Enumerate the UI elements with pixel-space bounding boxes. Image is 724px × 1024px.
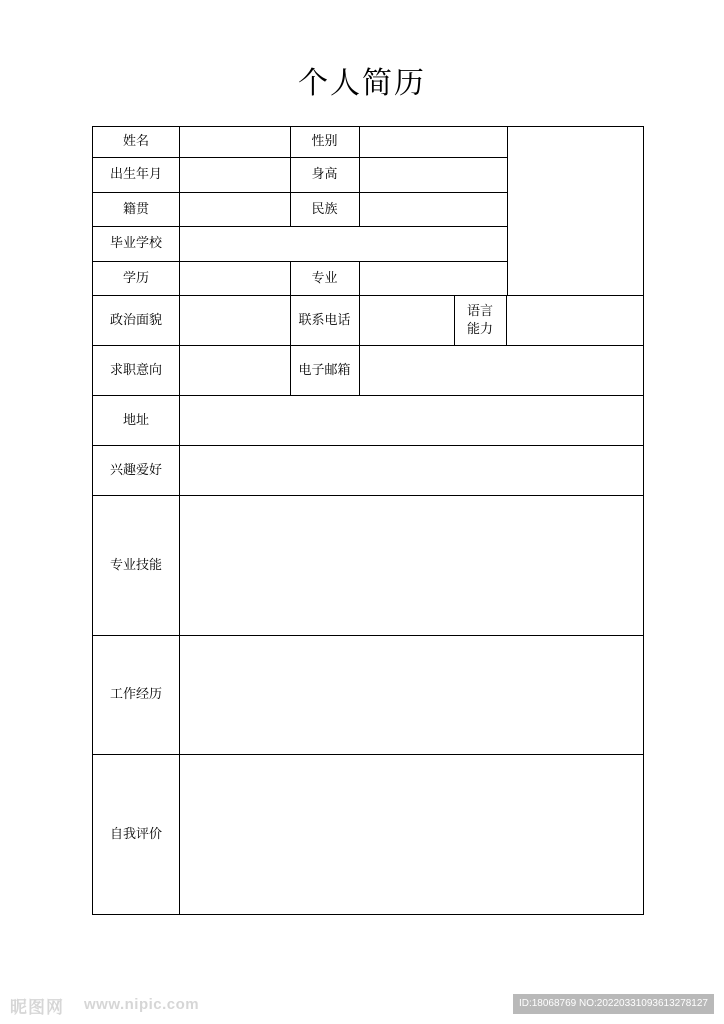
gender-label: 性别 [311,134,338,149]
major-label: 专业 [311,270,338,286]
political-label: 政治面貌 [109,312,162,328]
watermark-id: ID:18068769 NO:20220331093613278127 [513,994,714,1014]
birth-label: 出生年月 [109,167,162,182]
self-eval-label: 自我评价 [109,826,162,842]
photo-cell [508,127,643,295]
skills-label: 专业技能 [109,557,162,573]
skills-value-cell [180,496,643,635]
watermark-logo: 昵图网 [10,998,64,1018]
watermark-site: www.nipic.com [84,996,200,1013]
language-label [454,296,506,345]
school-value-cell [180,227,507,261]
work-value-cell [180,636,643,754]
address-label: 地址 [122,412,149,428]
name-value-cell [180,127,290,157]
phone-label: 联系电话 [298,312,351,328]
email-label: 电子邮箱 [298,362,351,378]
education-label: 学历 [122,270,149,286]
self-eval-value-cell [180,755,643,914]
language-label-line2: 能力 [466,321,493,337]
watermark-footer [0,985,724,1024]
language-label-line1: 语言 [466,303,493,319]
address-value-cell [180,396,643,445]
school-label: 毕业学校 [109,236,162,251]
ethnicity-label: 民族 [311,201,338,217]
height-label: 身高 [311,167,338,182]
gender-value-cell [360,127,507,157]
name-label: 姓名 [122,134,149,149]
page-title: 个人简历 [298,66,426,101]
job-intent-label: 求职意向 [109,362,162,378]
native-place-label: 籍贯 [122,201,149,217]
resume-table [92,126,644,915]
hobbies-label: 兴趣爱好 [109,462,162,478]
work-label: 工作经历 [109,687,162,702]
